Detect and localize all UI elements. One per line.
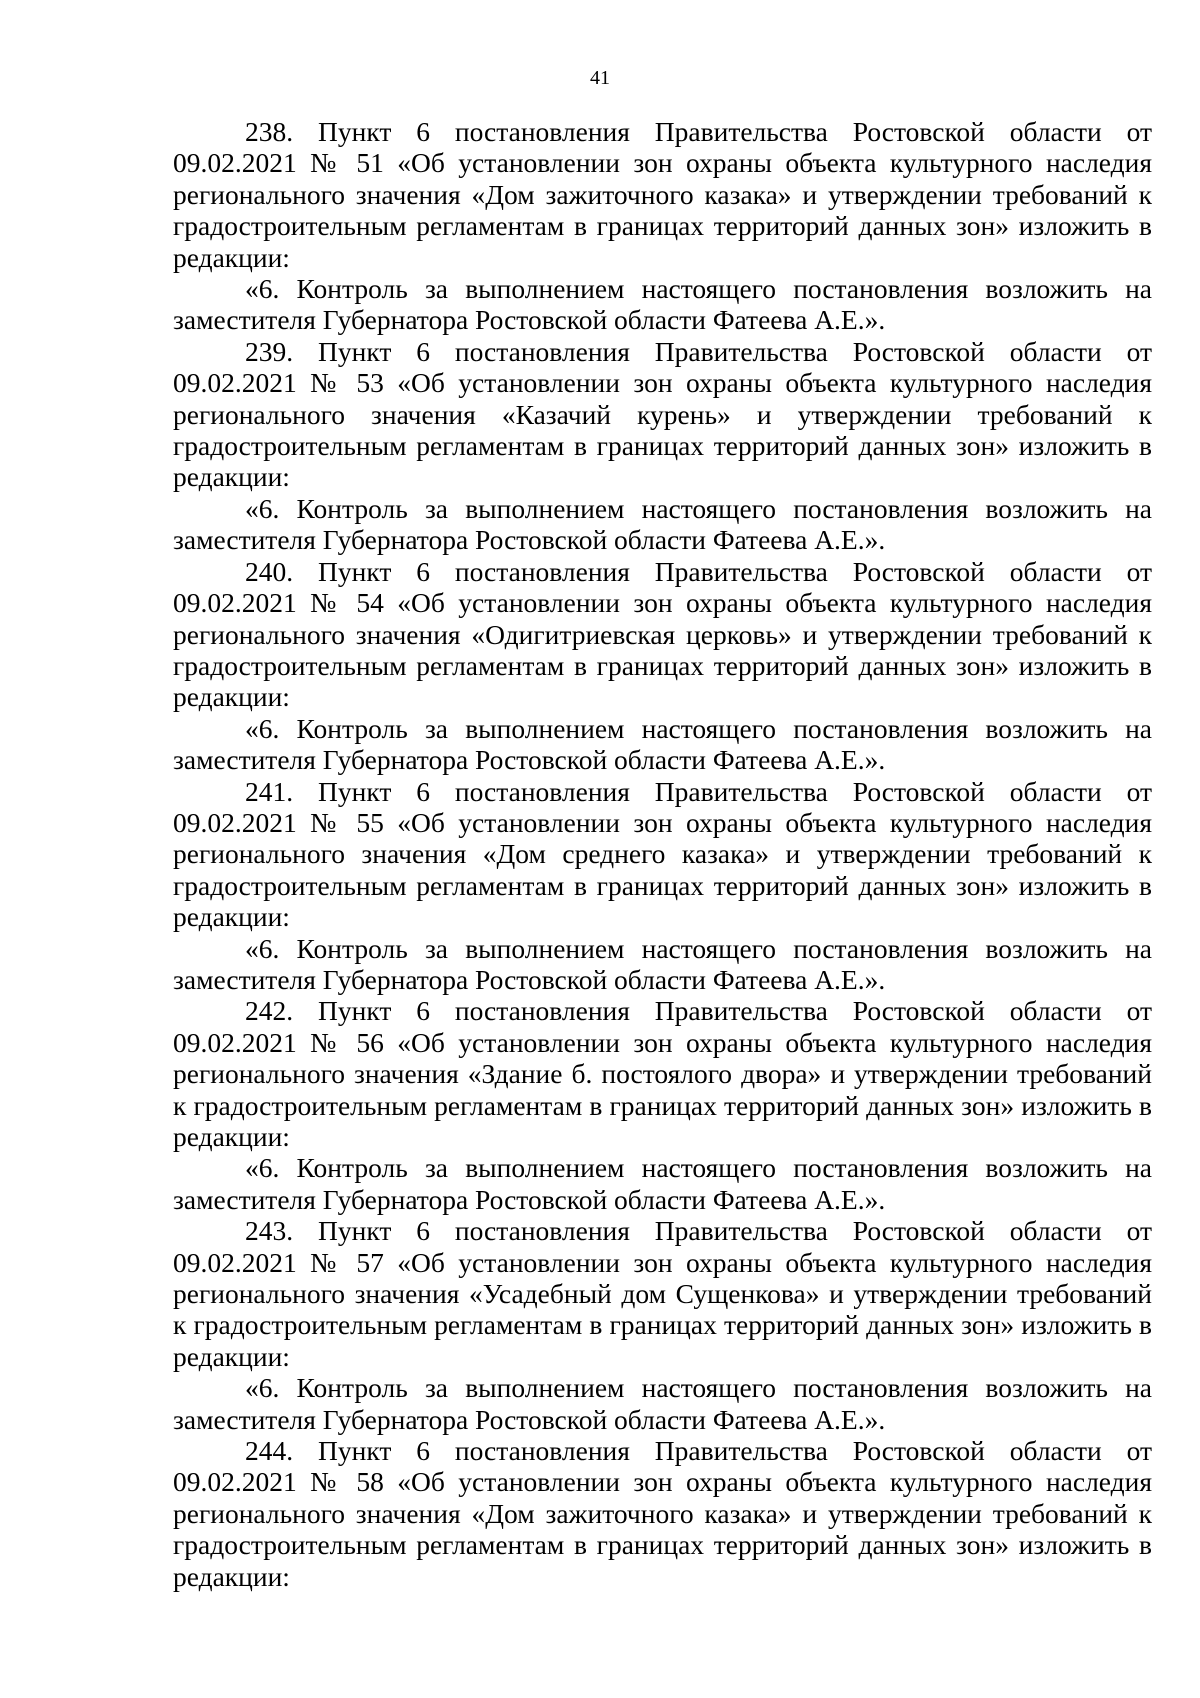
paragraph-241-quote: «6. Контроль за выполнением настоящего постановления возложить на заместителя Губернатора Ростовской области Фатеева А.Е.». xyxy=(173,932,1152,995)
paragraph-242: 242. Пункт 6 постановления Правительства Ростовской области от 09.02.2021 № 56 «Об установлении зон охраны объекта культурного наследия регионального значения «Здание б. постоялого двора» и утверждении требований к градостроительным регламентам в границах территорий данных зон» изложить в редакции: xyxy=(173,995,1152,1152)
paragraph-242-quote: «6. Контроль за выполнением настоящего постановления возложить на заместителя Губернатора Ростовской области Фатеева А.Е.». xyxy=(173,1152,1152,1215)
paragraph-239: 239. Пункт 6 постановления Правительства Ростовской области от 09.02.2021 № 53 «Об установлении зон охраны объекта культурного наследия регионального значения «Казачий курень» и утверждении требований к градостроительным регламентам в границах территорий данных зон» изложить в редакции: xyxy=(173,335,1152,493)
paragraph-240: 240. Пункт 6 постановления Правительства Ростовской области от 09.02.2021 № 54 «Об установлении зон охраны объекта культурного наследия регионального значения «Одигитриевская церковь» и утверждении требований к градостроительным регламентам в границах территорий данных зон» изложить в редакции: xyxy=(173,555,1152,713)
paragraph-241: 241. Пункт 6 постановления Правительства Ростовской области от 09.02.2021 № 55 «Об установлении зон охраны объекта культурного наследия регионального значения «Дом среднего казака» и утверждении требований к градостроительным регламентам в границах территорий данных зон» изложить в редакции: xyxy=(173,775,1152,933)
paragraph-244: 244. Пункт 6 постановления Правительства Ростовской области от 09.02.2021 № 58 «Об установлении зон охраны объекта культурного наследия регионального значения «Дом зажиточного казака» и утверждении требований к градостроительным регламентам в границах территорий данных зон» изложить в редакции: xyxy=(173,1435,1152,1592)
paragraph-239-quote: «6. Контроль за выполнением настоящего постановления возложить на заместителя Губернатора Ростовской области Фатеева А.Е.». xyxy=(173,492,1152,556)
document-body xyxy=(173,116,1152,1592)
paragraph-243-quote: «6. Контроль за выполнением настоящего постановления возложить на заместителя Губернатора Ростовской области Фатеева А.Е.». xyxy=(173,1372,1152,1435)
page-number: 41 xyxy=(590,67,610,89)
paragraph-243: 243. Пункт 6 постановления Правительства Ростовской области от 09.02.2021 № 57 «Об установлении зон охраны объекта культурного наследия регионального значения «Усадебный дом Сущенкова» и утверждении требований к градостроительным регламентам в границах территорий данных зон» изложить в редакции: xyxy=(173,1215,1152,1372)
paragraph-240-quote: «6. Контроль за выполнением настоящего постановления возложить на заместителя Губернатора Ростовской области Фатеева А.Е.». xyxy=(173,712,1152,776)
paragraph-238: 238. Пункт 6 постановления Правительства Ростовской области от 09.02.2021 № 51 «Об установлении зон охраны объекта культурного наследия регионального значения «Дом зажиточного казака» и утверждении требований к градостроительным регламентам в границах территорий данных зон» изложить в редакции: xyxy=(173,116,1152,273)
paragraph-238-quote: «6. Контроль за выполнением настоящего постановления возложить на заместителя Губернатора Ростовской области Фатеева А.Е.». xyxy=(173,273,1152,336)
